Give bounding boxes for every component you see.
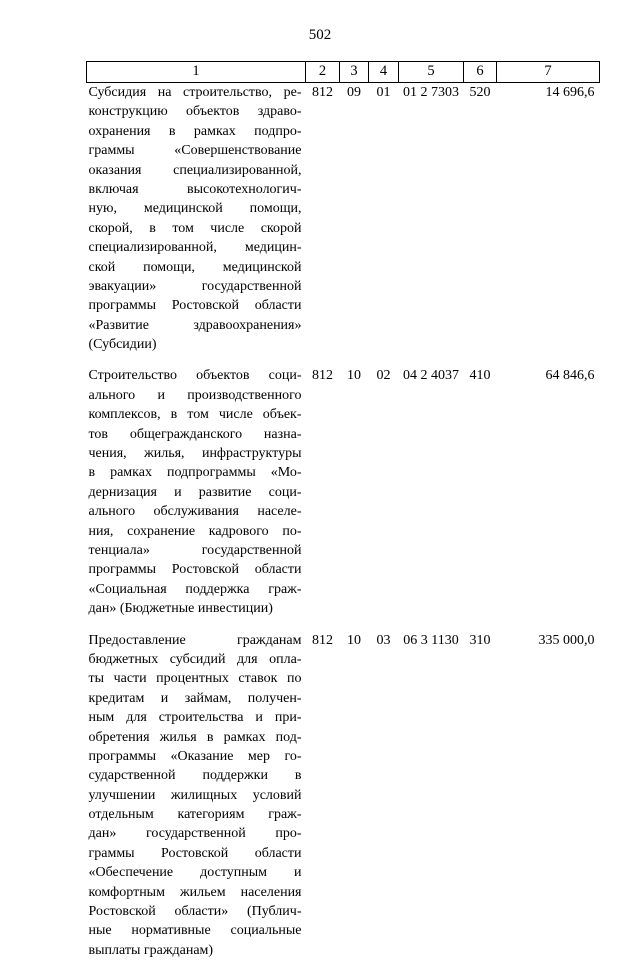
row-spacer-cell bbox=[87, 354, 600, 366]
row-code-target-article: 01 2 7303 bbox=[399, 83, 464, 355]
description-line: оказания специализированной, bbox=[89, 161, 302, 180]
description-line: программы Ростовской области bbox=[89, 560, 302, 579]
description-line: ального обслуживания населе- bbox=[89, 502, 302, 521]
row-spacer bbox=[87, 619, 600, 631]
row-code-expense-type: 520 bbox=[464, 83, 497, 355]
row-description bbox=[87, 366, 306, 618]
description-line: граммы «Совершенствование bbox=[89, 141, 302, 160]
description-line: ные нормативные социальные bbox=[89, 921, 302, 940]
description-line: кредитам и займам, получен- bbox=[89, 689, 302, 708]
row-description bbox=[87, 83, 306, 355]
description-line: Субсидия на строительство, ре- bbox=[89, 83, 302, 102]
row-code-section: 09 bbox=[340, 83, 369, 355]
table-body bbox=[87, 83, 600, 960]
row-code-target-article: 04 2 4037 bbox=[399, 366, 464, 618]
table-row bbox=[87, 83, 600, 355]
row-code-target-article: 06 3 1130 bbox=[399, 631, 464, 960]
description-line: Ростовской области» (Публич- bbox=[89, 902, 302, 921]
description-line: «Обеспечение доступным и bbox=[89, 863, 302, 882]
row-code-ministry: 812 bbox=[306, 631, 340, 960]
description-line: охранения в рамках подпро- bbox=[89, 122, 302, 141]
header-col-2: 2 bbox=[306, 62, 340, 83]
description-line: дан» (Бюджетные инвестиции) bbox=[89, 599, 302, 618]
description-line: граммы Ростовской области bbox=[89, 844, 302, 863]
description-line: дернизация и развитие соци- bbox=[89, 483, 302, 502]
row-code-section: 10 bbox=[340, 631, 369, 960]
description-line: ты части процентных ставок по bbox=[89, 669, 302, 688]
description-line: программы «Оказание мер го- bbox=[89, 747, 302, 766]
row-description bbox=[87, 631, 306, 960]
description-line: скорой, в том числе скорой bbox=[89, 219, 302, 238]
description-line: комфортным жильем населения bbox=[89, 883, 302, 902]
description-line: ным для строительства и при- bbox=[89, 708, 302, 727]
description-line: чения, жилья, инфраструктуры bbox=[89, 444, 302, 463]
header-col-6: 6 bbox=[464, 62, 497, 83]
description-line: ской помощи, медицинской bbox=[89, 258, 302, 277]
description-line: тов общегражданского назна- bbox=[89, 425, 302, 444]
description-line: ального и производственного bbox=[89, 386, 302, 405]
header-col-3: 3 bbox=[340, 62, 369, 83]
description-line: выплаты гражданам) bbox=[89, 941, 302, 960]
description-line: Строительство объектов соци- bbox=[89, 366, 302, 385]
description-line: (Субсидии) bbox=[89, 335, 302, 354]
description-line: эвакуации» государственной bbox=[89, 277, 302, 296]
description-line: дан» государственной про- bbox=[89, 824, 302, 843]
description-line: улучшении жилищных условий bbox=[89, 786, 302, 805]
description-line: Предоставление гражданам bbox=[89, 631, 302, 650]
description-line: «Развитие здравоохранения» bbox=[89, 316, 302, 335]
row-code-expense-type: 410 bbox=[464, 366, 497, 618]
description-line: конструкцию объектов здраво- bbox=[89, 102, 302, 121]
description-line: программы Ростовской области bbox=[89, 296, 302, 315]
description-line: комплексов, в том числе объек- bbox=[89, 405, 302, 424]
description-line: включая высокотехнологич- bbox=[89, 180, 302, 199]
row-code-expense-type: 310 bbox=[464, 631, 497, 960]
page-number: 502 bbox=[0, 27, 640, 44]
row-spacer-cell bbox=[87, 619, 600, 631]
description-line: ния, сохранение кадрового по- bbox=[89, 522, 302, 541]
description-line: тенциала» государственной bbox=[89, 541, 302, 560]
header-col-5: 5 bbox=[399, 62, 464, 83]
description-line: в рамках подпрограммы «Мо- bbox=[89, 463, 302, 482]
row-code-ministry: 812 bbox=[306, 83, 340, 355]
row-code-subsection: 03 bbox=[369, 631, 399, 960]
description-line: обретения жилья в рамках под- bbox=[89, 728, 302, 747]
row-code-subsection: 01 bbox=[369, 83, 399, 355]
row-code-subsection: 02 bbox=[369, 366, 399, 618]
header-col-4: 4 bbox=[369, 62, 399, 83]
row-code-ministry: 812 bbox=[306, 366, 340, 618]
table-row bbox=[87, 631, 600, 960]
description-line: «Социальная поддержка граж- bbox=[89, 580, 302, 599]
header-col-7: 7 bbox=[497, 62, 600, 83]
row-amount: 14 696,6 bbox=[497, 83, 600, 355]
table-row bbox=[87, 366, 600, 618]
budget-table bbox=[86, 61, 600, 960]
description-line: отдельным категориям граж- bbox=[89, 805, 302, 824]
header-col-1: 1 bbox=[87, 62, 306, 83]
row-code-section: 10 bbox=[340, 366, 369, 618]
description-line: сударственной поддержки в bbox=[89, 766, 302, 785]
row-amount: 64 846,6 bbox=[497, 366, 600, 618]
row-spacer bbox=[87, 354, 600, 366]
description-line: бюджетных субсидий для опла- bbox=[89, 650, 302, 669]
description-line: специализированной, медицин- bbox=[89, 238, 302, 257]
row-amount: 335 000,0 bbox=[497, 631, 600, 960]
header-row bbox=[87, 62, 600, 83]
description-line: ную, медицинской помощи, bbox=[89, 199, 302, 218]
